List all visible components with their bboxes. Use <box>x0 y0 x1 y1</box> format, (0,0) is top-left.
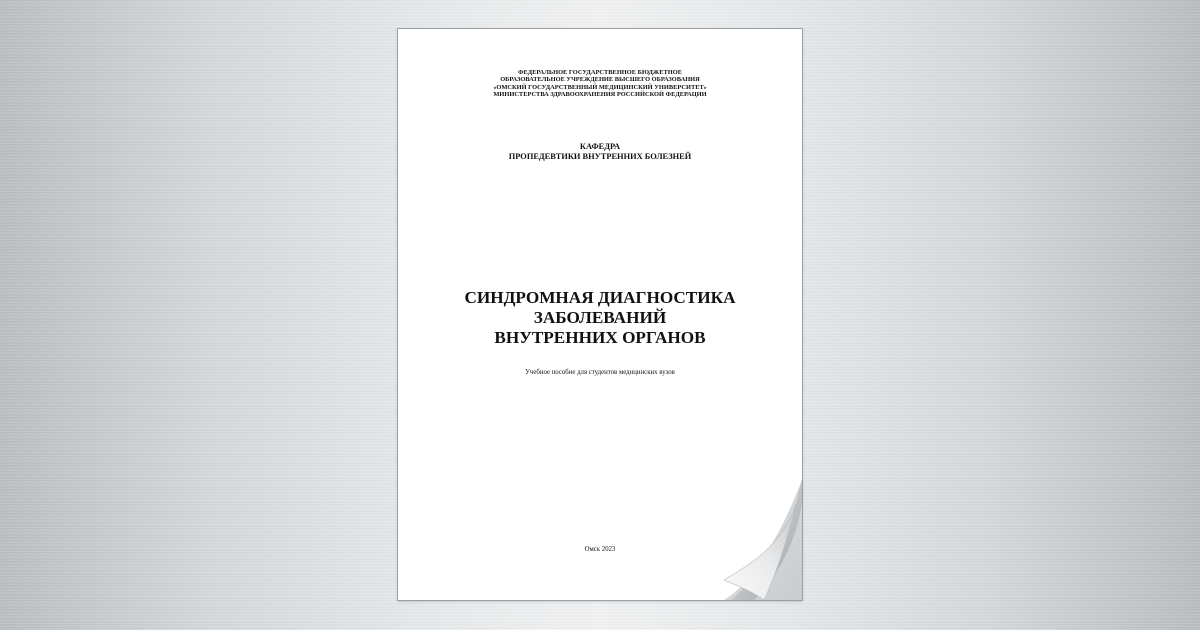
title-line: ЗАБОЛЕВАНИЙ <box>533 308 667 327</box>
document-subtitle: Учебное пособие для студентов медицинских вузов <box>525 369 675 376</box>
institution-header <box>398 69 802 99</box>
document-cover-page <box>398 29 802 600</box>
department-heading <box>398 142 802 162</box>
department-line: КАФЕДРА <box>579 142 621 151</box>
document-place-year: Омск 2023 <box>584 546 616 553</box>
institution-line: «ОМСКИЙ ГОСУДАРСТВЕННЫЙ МЕДИЦИНСКИЙ УНИВЕРСИТЕТ» <box>493 83 707 91</box>
institution-line: ФЕДЕРАЛЬНОЕ ГОСУДАРСТВЕННОЕ БЮДЖЕТНОЕ <box>518 69 682 76</box>
institution-line: ОБРАЗОВАТЕЛЬНОЕ УЧРЕЖДЕНИЕ ВЫСШЕГО ОБРАЗОВАНИЯ <box>500 76 700 84</box>
document-title <box>398 288 802 348</box>
title-line: СИНДРОМНАЯ ДИАГНОСТИКА <box>464 288 736 307</box>
page-curl-corner <box>724 480 802 600</box>
institution-line: МИНИСТЕРСТВА ЗДРАВООХРАНЕНИЯ РОССИЙСКОЙ ФЕДЕРАЦИИ <box>493 91 707 99</box>
title-line: ВНУТРЕННИХ ОРГАНОВ <box>494 328 706 347</box>
department-line: ПРОПЕДЕВТИКИ ВНУТРЕННИХ БОЛЕЗНЕЙ <box>508 152 692 161</box>
